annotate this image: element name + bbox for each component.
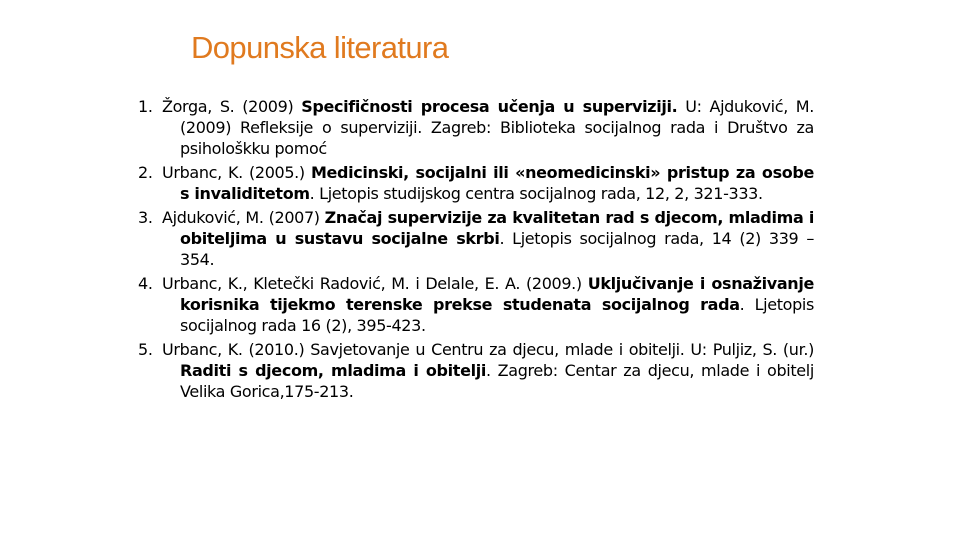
reference-item bbox=[138, 96, 814, 159]
reference-bold-title: Uključivanje i osnaživanje korisnika tijekmo terenske prekse studenata socijalnog rada bbox=[180, 274, 814, 314]
reference-number: 3. bbox=[138, 208, 153, 227]
reference-number: 2. bbox=[138, 163, 153, 182]
reference-list bbox=[138, 96, 814, 405]
reference-text: Žorga, S. (2009) bbox=[162, 97, 302, 116]
slide-title: Dopunska literatura bbox=[191, 30, 449, 65]
reference-item bbox=[138, 162, 814, 204]
reference-text: Urbanc, K. (2010.) Savjetovanje u Centru za djecu, mlade i obitelji. U: Puljiz, S. (ur.) bbox=[162, 340, 814, 359]
reference-number: 1. bbox=[138, 97, 153, 116]
reference-text: U: Ajduković, M. (2009) Refleksije o superviziji. Zagreb: Biblioteka socijalnog rada i Društvo za psihološkku pomoć bbox=[180, 97, 814, 158]
reference-item bbox=[138, 339, 814, 402]
reference-number: 4. bbox=[138, 274, 153, 293]
reference-text: . Ljetopis socijalnog rada, 14 (2) 339 – 354. bbox=[180, 229, 814, 269]
reference-item bbox=[138, 207, 814, 270]
reference-text: . Zagreb: Centar za djecu, mlade i obitelj Velika Gorica,175-213. bbox=[180, 361, 814, 401]
reference-bold-title: Raditi s djecom, mladima i obitelji bbox=[180, 361, 486, 380]
reference-text: . Ljetopis studijskog centra socijalnog rada, 12, 2, 321-333. bbox=[309, 184, 763, 203]
reference-bold-title: Specifičnosti procesa učenja u superviziji. bbox=[301, 97, 678, 116]
reference-bold-title: Značaj supervizije za kvalitetan rad s djecom, mladima i obiteljima u sustavu socijalne skrbi bbox=[180, 208, 814, 248]
reference-text: Ajduković, M. (2007) bbox=[162, 208, 325, 227]
reference-text: Urbanc, K. (2005.) bbox=[162, 163, 311, 182]
reference-number: 5. bbox=[138, 340, 153, 359]
reference-item bbox=[138, 273, 814, 336]
reference-text: Urbanc, K., Kletečki Radović, M. i Delale, E. A. (2009.) bbox=[162, 274, 588, 293]
reference-bold-title: Medicinski, socijalni ili «neomedicinski» pristup za osobe s invaliditetom bbox=[180, 163, 814, 203]
reference-text: . Ljetopis socijalnog rada 16 (2), 395-423. bbox=[180, 295, 814, 335]
